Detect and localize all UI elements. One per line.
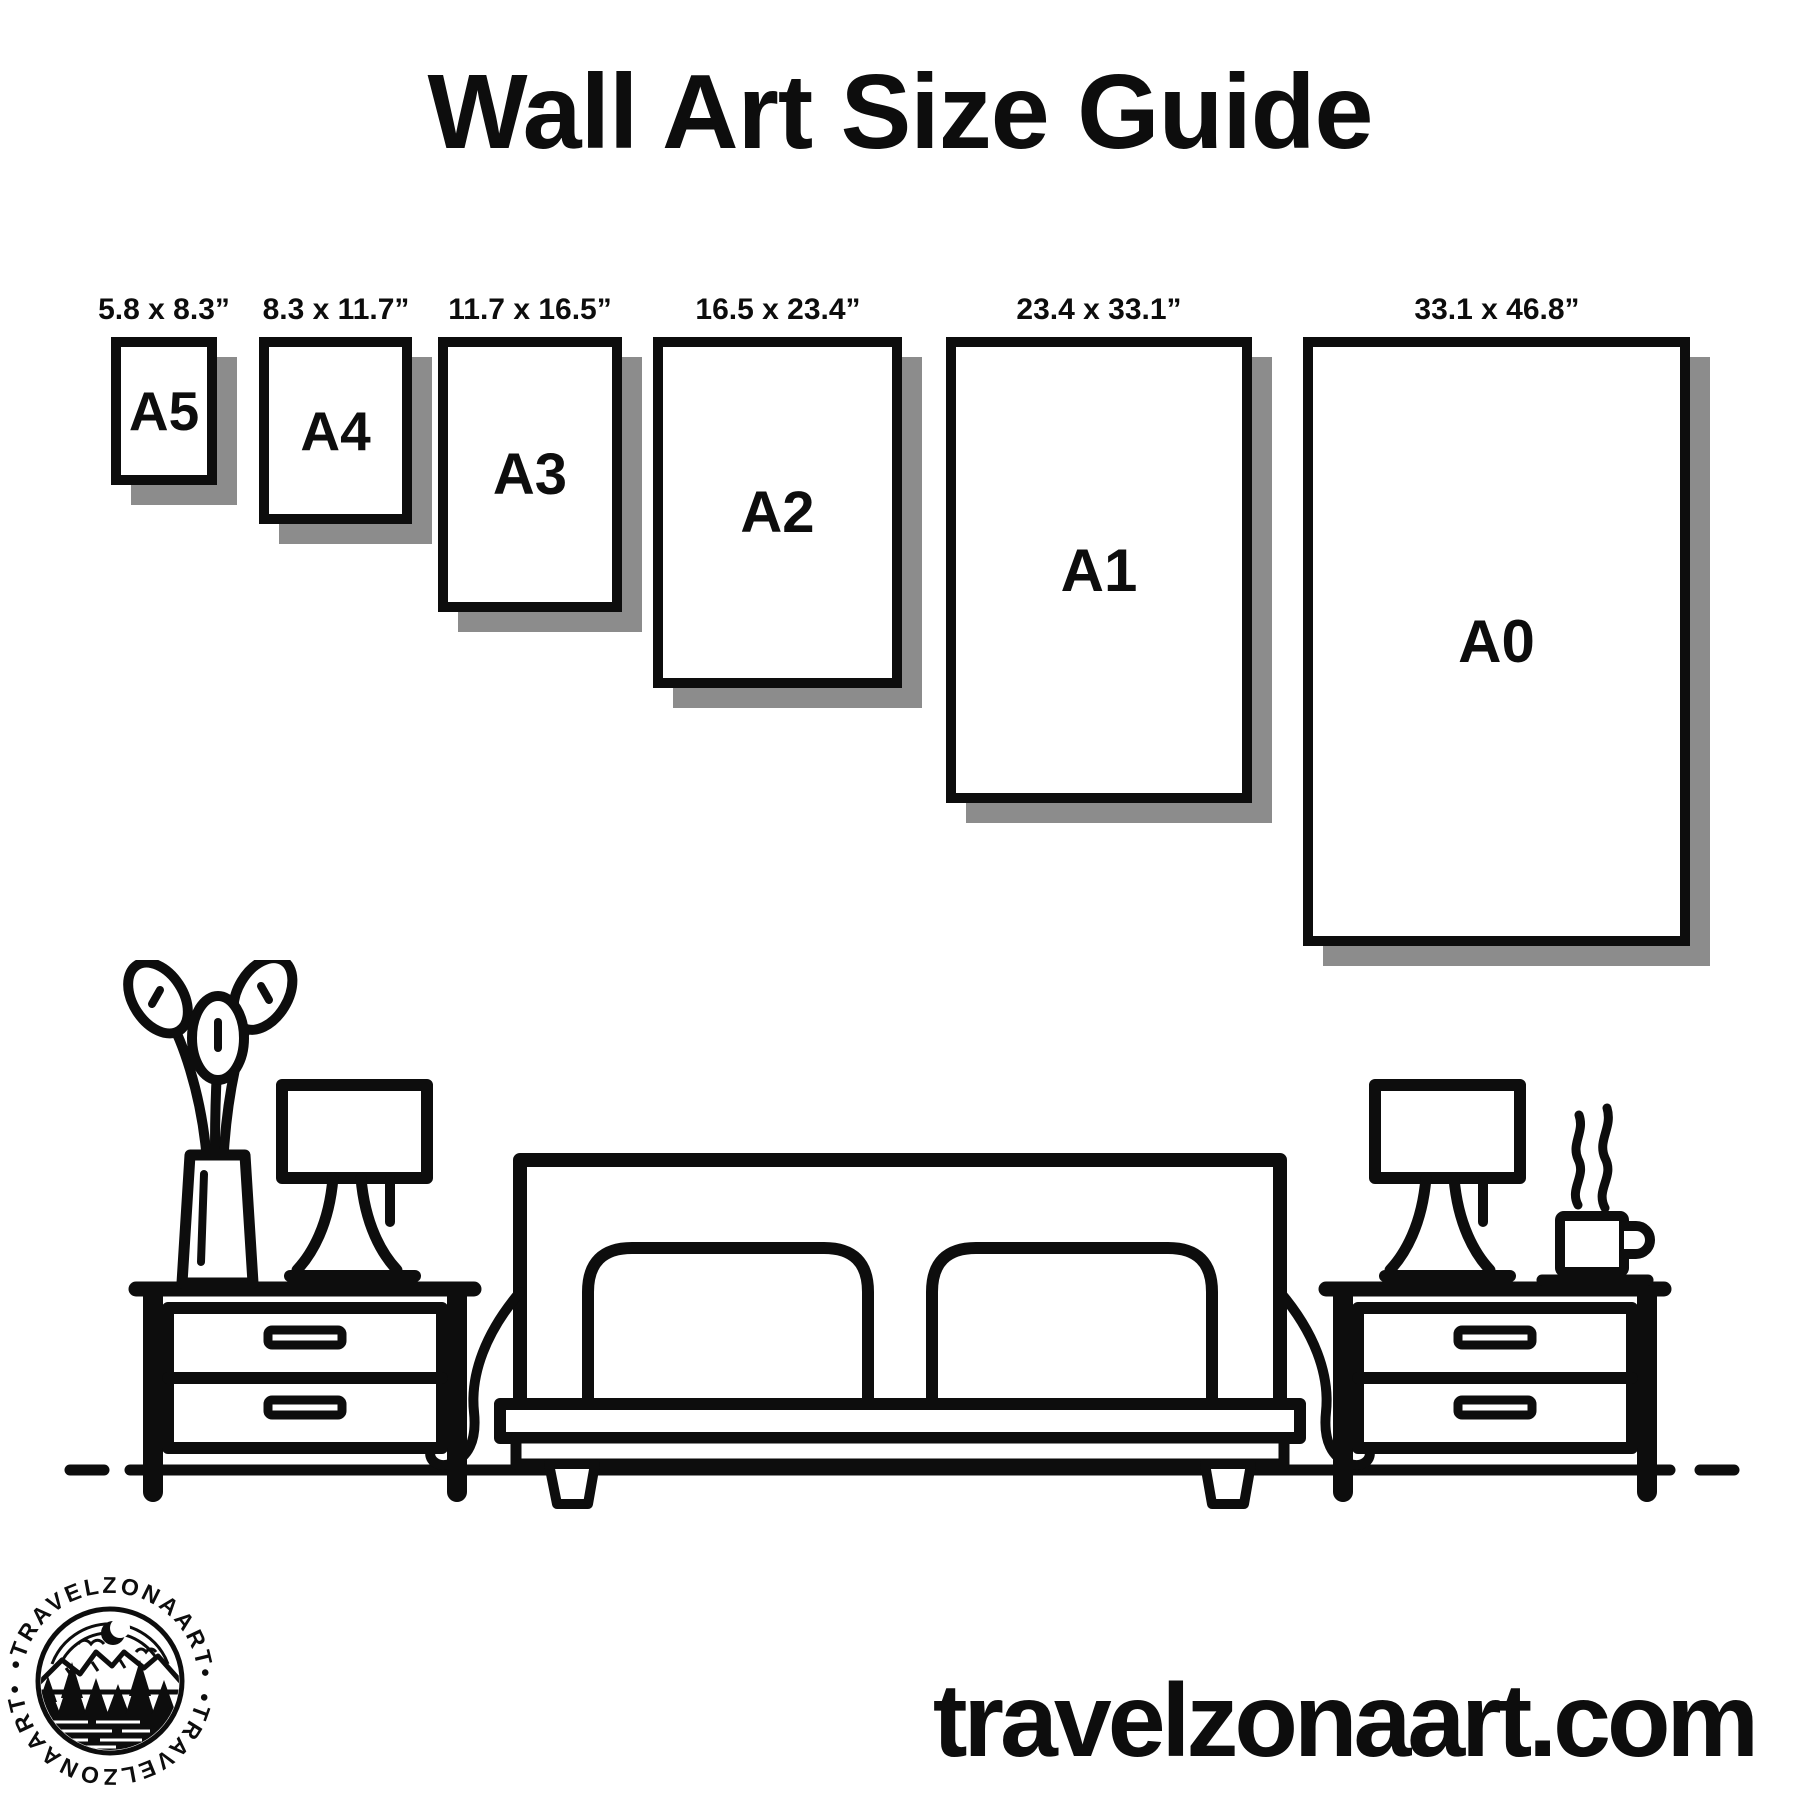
a0-frame-label: A0 [1458,608,1535,675]
logo-ring-text-top: •TRAVELZONAART• [1,1571,220,1681]
page-title: Wall Art Size Guide [427,53,1373,171]
a2-dimension-label: 16.5 x 23.4” [695,293,861,326]
a4-frame-label: A4 [300,399,371,462]
a1-frame-label: A1 [1060,536,1138,604]
a2-frame [653,337,902,688]
a5-frame [111,337,217,485]
a5-dimension-label: 5.8 x 8.3” [98,293,230,326]
a5-frame-label: A5 [128,380,200,442]
table-lamp-icon [1375,1085,1520,1276]
a3-frame [438,337,622,612]
a4-dimension-label: 8.3 x 11.7” [262,293,410,326]
a3-dimension-label: 11.7 x 16.5” [448,293,612,326]
a0-dimension-label: 33.1 x 46.8” [1414,293,1580,326]
table-lamp-icon [282,1085,427,1276]
brand-logo [0,1560,230,1800]
a3-frame-label: A3 [492,442,568,507]
logo-ring-text-bottom: •TRAVELZONAART• [0,1681,219,1791]
bedroom-scene [0,960,1800,1600]
a2-frame-label: A2 [740,480,815,545]
nightstand-icon [136,1289,474,1492]
a0-frame [1303,337,1690,946]
a1-frame [946,337,1252,803]
website-url: travelzonaart.com [932,1663,1755,1779]
a1-dimension-label: 23.4 x 33.1” [1016,293,1182,326]
coffee-cup-icon [1542,1108,1650,1280]
bed-with-pillows-icon [430,1160,1370,1504]
nightstand-icon [1326,1289,1664,1492]
a4-frame [259,337,412,524]
moon-icon [101,1618,130,1645]
